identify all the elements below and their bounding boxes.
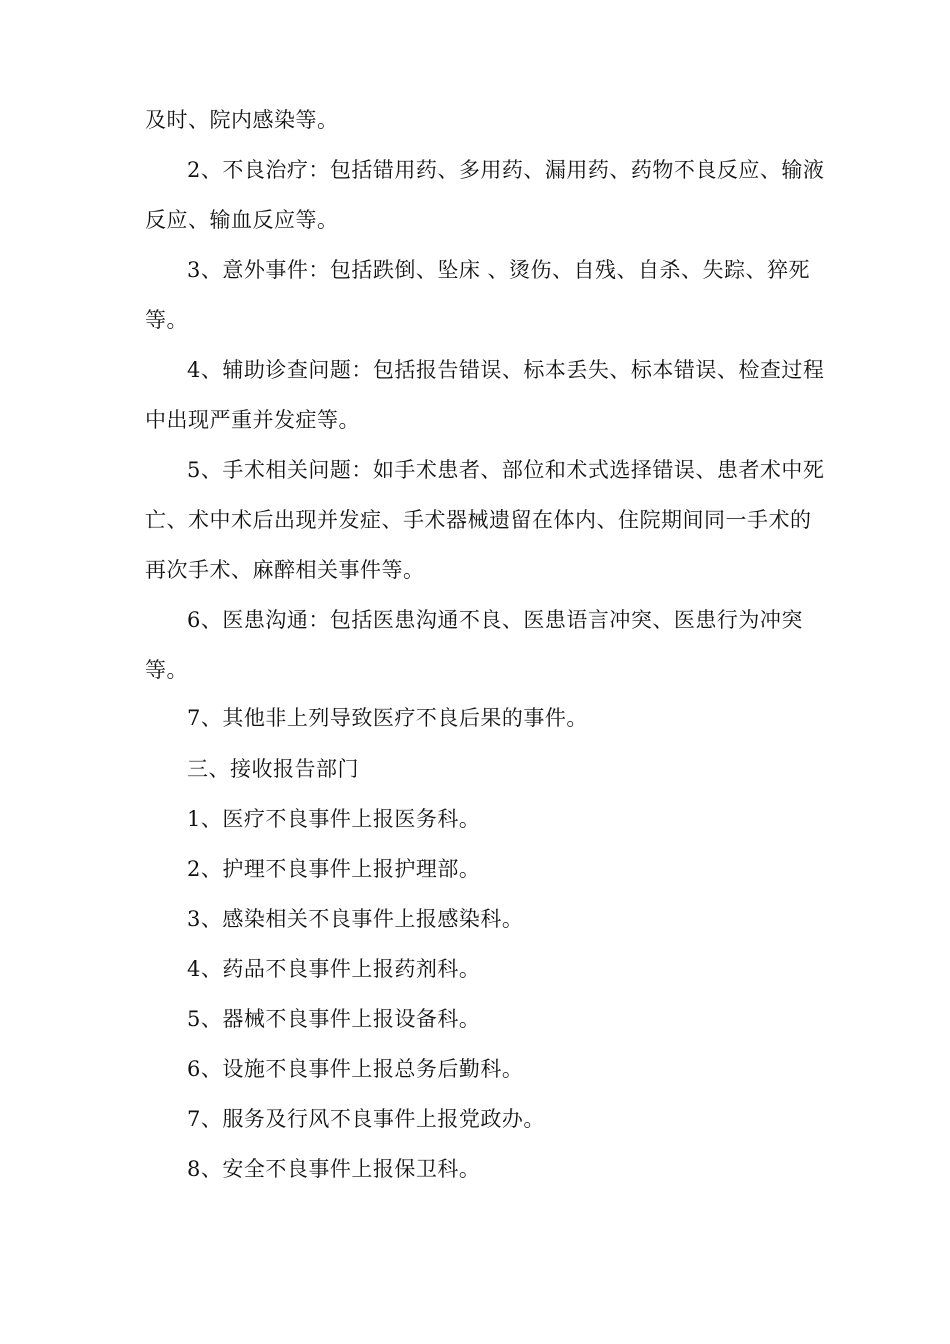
paragraph-item-7-other: 7、其他非上列导致医疗不良后果的事件。 xyxy=(187,706,588,730)
paragraph-item-3-accident: 3、意外事件：包括跌倒、坠床 、烫伤、自残、自杀、失踪、猝死等。 xyxy=(145,258,811,332)
paragraph-report-service: 7、服务及行风不良事件上报党政办。 xyxy=(187,1107,545,1131)
paragraph-report-drug: 4、药品不良事件上报药剂科。 xyxy=(187,957,481,981)
paragraph-continuation: 及时、院内感染等。 xyxy=(145,108,339,132)
paragraph-report-infection: 3、感染相关不良事件上报感染科。 xyxy=(187,907,524,931)
paragraph-item-4-auxiliary-exam: 4、辅助诊查问题：包括报告错误、标本丢失、标本错误、检查过程中出现严重并发症等。 xyxy=(145,358,825,432)
section-heading-reporting-departments: 三、接收报告部门 xyxy=(187,757,359,781)
paragraph-item-2-adverse-treatment: 2、不良治疗：包括错用药、多用药、漏用药、药物不良反应、输液反应、输血反应等。 xyxy=(145,158,825,232)
paragraph-item-5-surgery: 5、手术相关问题：如手术患者、部位和术式选择错误、患者术中死亡、术中术后出现并发症、手术器械遗留在体内、住院期间同一手术的再次手术、麻醉相关事件等。 xyxy=(145,458,825,582)
paragraph-report-medical: 1、医疗不良事件上报医务科。 xyxy=(187,807,481,831)
paragraph-report-security: 8、安全不良事件上报保卫科。 xyxy=(187,1157,481,1181)
paragraph-report-equipment: 5、器械不良事件上报设备科。 xyxy=(187,1007,481,1031)
paragraph-item-6-communication: 6、医患沟通：包括医患沟通不良、医患语言冲突、医患行为冲突等。 xyxy=(145,608,803,682)
paragraph-report-facility: 6、设施不良事件上报总务后勤科。 xyxy=(187,1057,524,1081)
paragraph-report-nursing: 2、护理不良事件上报护理部。 xyxy=(187,857,481,881)
